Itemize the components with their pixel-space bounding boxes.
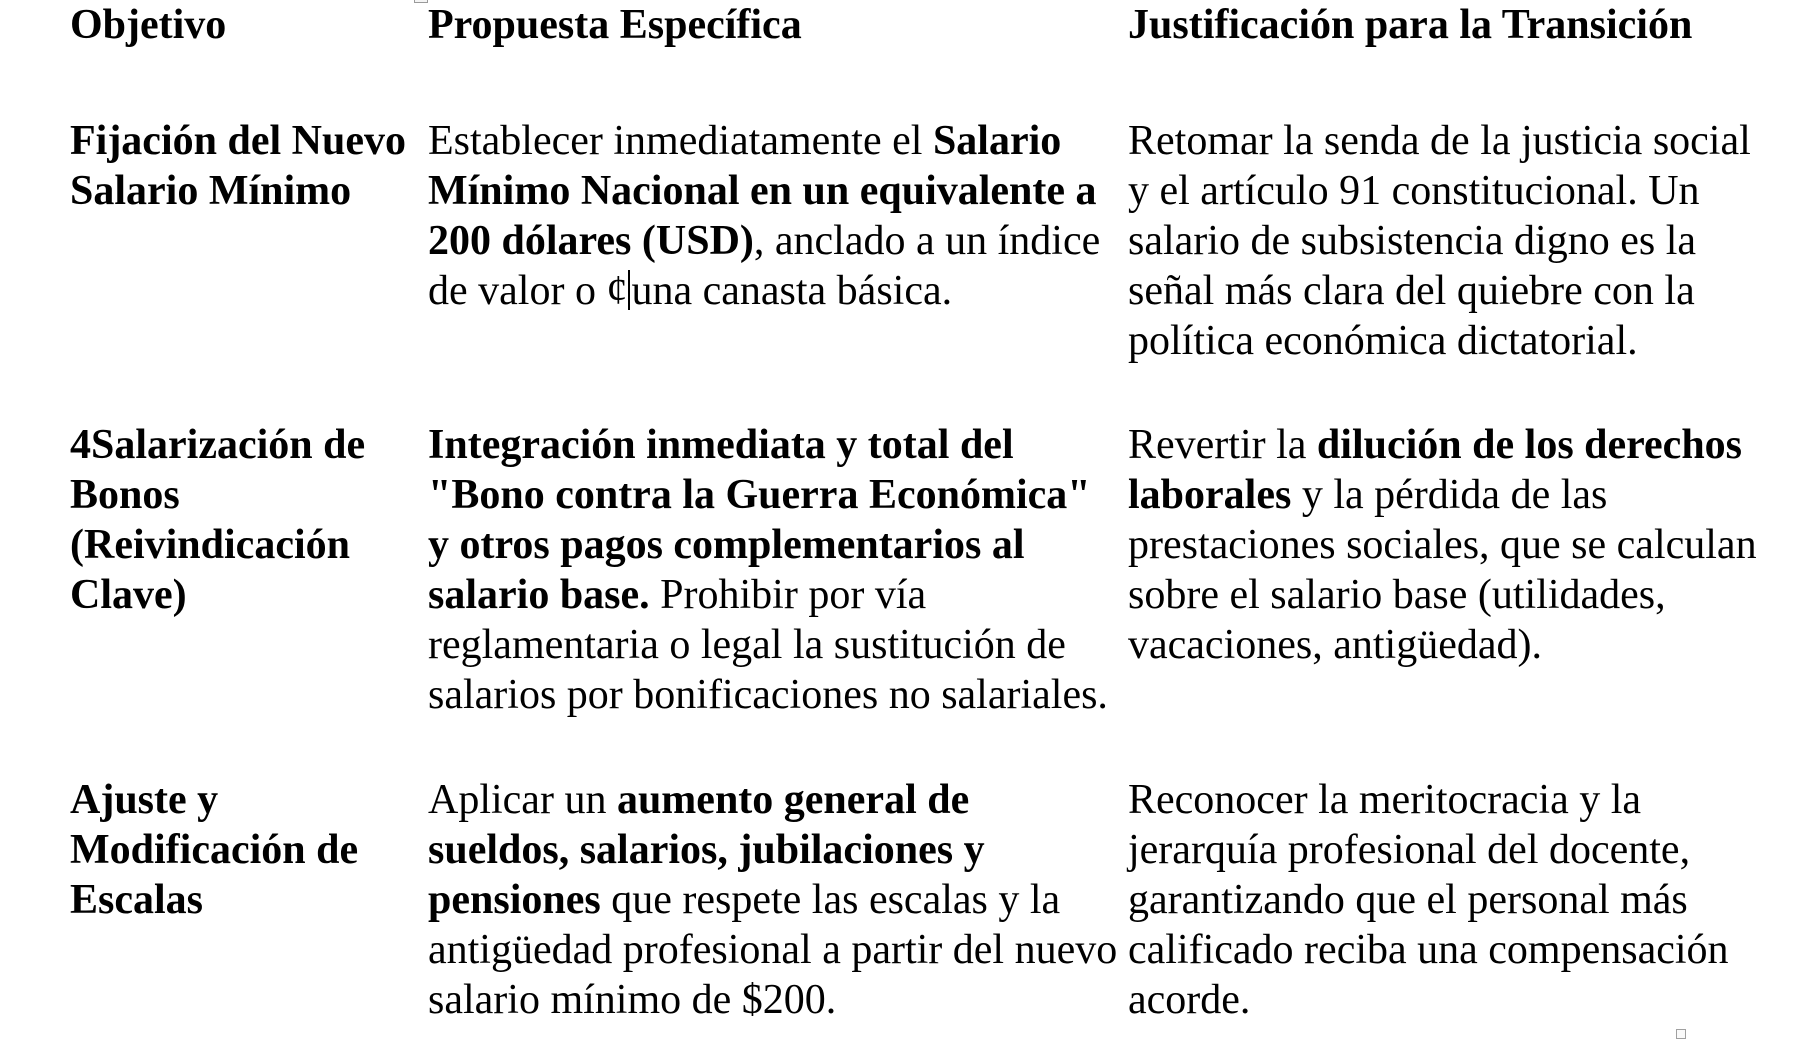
justificacion-text (1128, 420, 1768, 670)
propuesta-cell[interactable] (428, 775, 1118, 1025)
propuesta-run: Prohibir por vía reglamentaria o legal la sustitución de salarios por bonificaciones no salariales. (428, 572, 1108, 718)
propuesta-cell[interactable] (428, 116, 1118, 316)
table-header-row (0, 0, 1810, 116)
header-justificacion (1128, 0, 1768, 50)
justificacion-text: Retomar la senda de la justicia social y el artículo 91 constitucional. Un salario de subsistencia digno es la señal más clara del quiebre con la política económica dictatorial. (1128, 118, 1751, 364)
header-objetivo-text: Objetivo (70, 2, 227, 48)
justificacion-run: Revertir la (1128, 422, 1317, 468)
propuesta-bold-run: aumento general de sueldos, salarios, jubilaciones y pensiones (428, 777, 985, 923)
propuesta-bold-run: Integración inmediata y total del "Bono contra la Guerra Económica" y otros pagos complementarios al salario base. (428, 422, 1091, 618)
justificacion-text: Reconocer la meritocracia y la jerarquía profesional del docente, garantizando que el personal más calificado reciba una compensación acorde. (1128, 777, 1729, 1023)
justificacion-cell[interactable] (1128, 775, 1768, 1025)
propuesta-run: que respete las escalas y la antigüedad profesional a partir del nuevo salario mínimo de $200. (428, 877, 1118, 1023)
header-objetivo (70, 0, 425, 50)
propuesta-run: Aplicar un (428, 777, 617, 823)
table-row (0, 116, 1810, 420)
objetivo-text: Ajuste y Modificación de Escalas (70, 777, 359, 923)
table-resize-handle-icon[interactable] (1676, 1029, 1686, 1039)
header-justificacion-text: Justificación para la Transición (1128, 2, 1693, 48)
propuesta-run: Establecer inmediatamente el (428, 118, 933, 164)
table-row (0, 775, 1810, 1034)
propuesta-bold-run: Salario Mínimo Nacional en un equivalente a 200 dólares (USD) (428, 118, 1097, 264)
justificacion-cell[interactable] (1128, 116, 1768, 366)
justificacion-cell[interactable] (1128, 420, 1768, 670)
objetivo-cell[interactable] (70, 116, 425, 216)
propuesta-text (428, 116, 1118, 316)
justificacion-run: y la pérdida de las prestaciones sociales, que se calculan sobre el salario base (utilidades, vacaciones, antigüedad). (1128, 472, 1757, 668)
table-row (0, 420, 1810, 775)
objetivo-cell[interactable] (70, 420, 425, 620)
header-propuesta (428, 0, 1118, 50)
objetivo-cell[interactable] (70, 775, 425, 925)
header-propuesta-text: Propuesta Específica (428, 2, 802, 48)
justificacion-bold-run: dilución de los derechos laborales (1128, 422, 1743, 518)
propuesta-cell[interactable] (428, 420, 1118, 720)
propuesta-run: , anclado a un índice de valor o ¢ (428, 218, 1101, 314)
propuesta-text (428, 420, 1118, 720)
propuesta-run: una canasta básica. (631, 268, 953, 314)
objetivo-text: Fijación del Nuevo Salario Mínimo (70, 118, 406, 214)
propuesta-text (428, 775, 1118, 1025)
objetivo-text: 4Salarización de Bonos (Reivindicación Clave) (70, 422, 366, 618)
